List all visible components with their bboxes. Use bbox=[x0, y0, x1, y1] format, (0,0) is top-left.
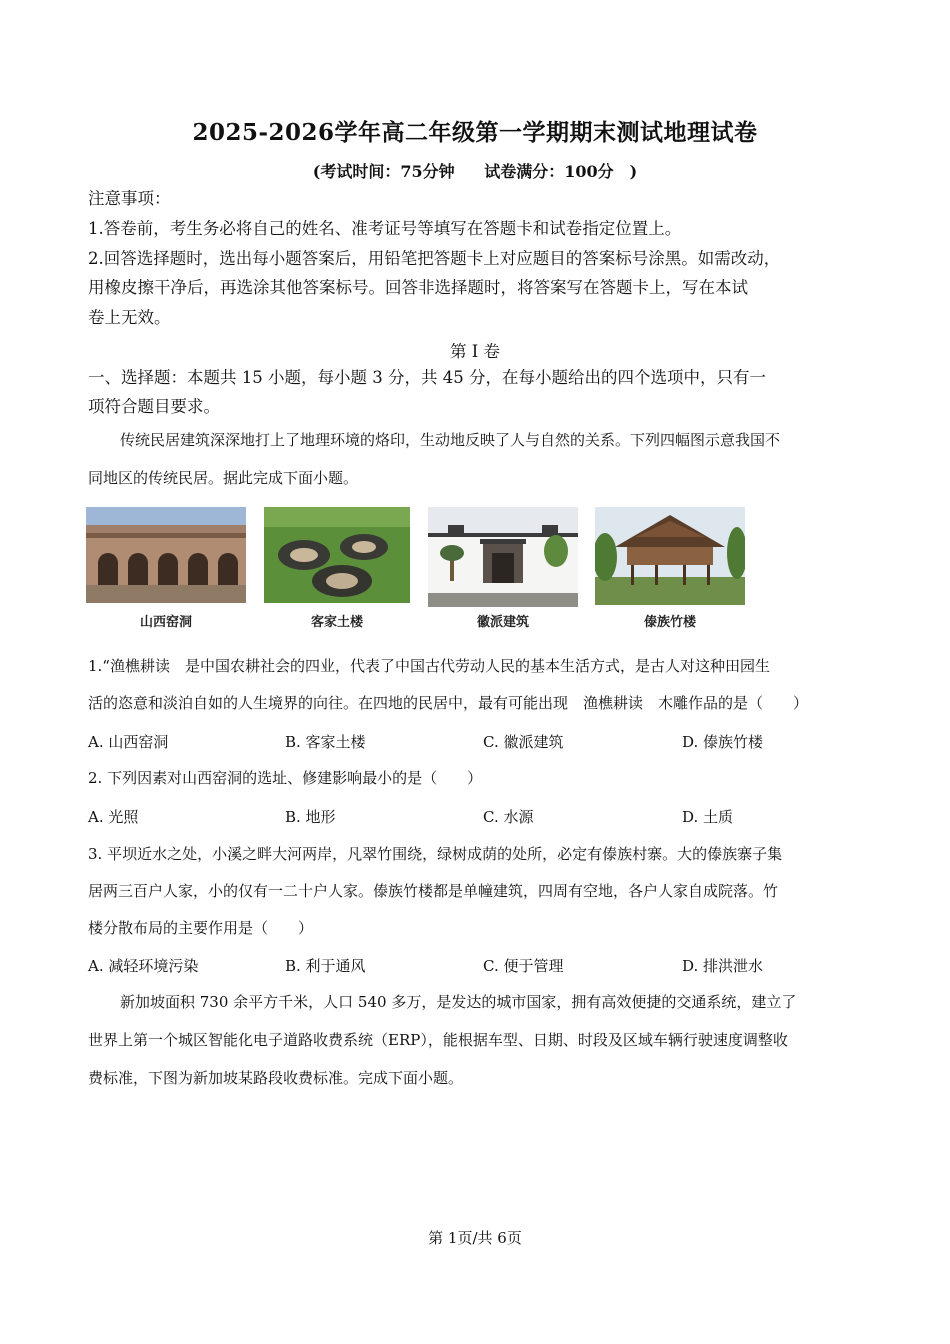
exam-title: 2025-2026学年高二年级第一学期期末测试地理试卷 bbox=[192, 119, 758, 146]
q3-options bbox=[88, 955, 878, 977]
volume-heading: 第 I 卷 bbox=[449, 342, 500, 361]
q3-option-a: A. 减轻环境污染 bbox=[88, 957, 199, 975]
q3-line-1: 3. 平坝近水之处，小溪之畔大河两岸，凡翠竹围绕，绿树成荫的处所，必定有傣族村寨。大的傣族寨子集 bbox=[88, 845, 783, 863]
q1-option-c: C. 徽派建筑 bbox=[483, 733, 564, 751]
q2-option-b: B. 地形 bbox=[285, 808, 336, 826]
exam-time: (考试时间：75分钟 bbox=[312, 162, 455, 181]
dai-bamboo-house-photo bbox=[595, 507, 745, 605]
q1-option-d: D. 傣族竹楼 bbox=[682, 733, 764, 751]
photo-caption-tulou: 客家土楼 bbox=[310, 615, 363, 630]
exam-score: 试卷满分：100分 ) bbox=[484, 162, 638, 181]
dwelling-photos bbox=[86, 507, 756, 632]
q2-option-c: C. 水源 bbox=[483, 808, 534, 826]
q3-line-3: 楼分散布局的主要作用是（ ） bbox=[88, 919, 314, 937]
photo-caption-cave: 山西窑洞 bbox=[139, 615, 192, 630]
photo-caption-dai: 傣族竹楼 bbox=[643, 615, 696, 630]
intro2-line-2: 世界上第一个城区智能化电子道路收费系统（ERP），能根据车型、日期、时段及区域车辆行驶速度调整收 bbox=[88, 1031, 788, 1049]
notice-item-1: 1.答卷前，考生务必将自己的姓名、准考证号等填写在答题卡和试卷指定位置上。 bbox=[88, 219, 682, 238]
q1-option-b: B. 客家土楼 bbox=[285, 733, 366, 751]
section-line-2: 项符合题目要求。 bbox=[88, 397, 220, 416]
section-line-1: 一、选择题：本题共 15 小题，每小题 3 分，共 45 分，在每小题给出的四个选项中，只有一 bbox=[88, 368, 766, 387]
intro2-line-1: 新加坡面积 730 余平方千米，人口 540 多万，是发达的城市国家，拥有高效便捷的交通系统，建立了 bbox=[120, 993, 797, 1011]
cave-dwelling-photo bbox=[86, 507, 246, 603]
q2-line-1: 2. 下列因素对山西窑洞的选址、修建影响最小的是（ ） bbox=[88, 769, 483, 787]
q2-options bbox=[88, 806, 878, 828]
notice-item-2-line-2: 用橡皮擦干净后，再选涂其他答案标号。回答非选择题时，将答案写在答题卡上，写在本试 bbox=[88, 278, 748, 297]
q1-option-a: A. 山西窑洞 bbox=[88, 733, 169, 751]
notice-item-2-line-1: 2.回答选择题时，选出每小题答案后，用铅笔把答题卡上对应题目的答案标号涂黑。如需改动， bbox=[88, 249, 781, 268]
q1-line-2: 活的恣意和淡泊自如的人生境界的向往。在四地的民居中，最有可能出现 渔樵耕读 木雕作品的是（ ） bbox=[88, 694, 809, 712]
notice-heading: 注意事项： bbox=[88, 189, 171, 208]
q1-options bbox=[88, 731, 878, 753]
q3-line-2: 居两三百户人家，小的仅有一二十户人家。傣族竹楼都是单幢建筑，四周有空地，各户人家自成院落。竹 bbox=[88, 882, 779, 900]
intro-line-1: 传统民居建筑深深地打上了地理环境的烙印，生动地反映了人与自然的关系。下列四幅图示意我国不 bbox=[120, 431, 781, 449]
q1-line-1: 1.“渔樵耕读 是中国农耕社会的四业，代表了中国古代劳动人民的基本生活方式，是古人对这种田园生 bbox=[88, 657, 770, 675]
exam-subtitle bbox=[0, 159, 950, 182]
q2-option-d: D. 土质 bbox=[682, 808, 734, 826]
huizhou-architecture-photo bbox=[428, 507, 578, 607]
photo-caption-huizhou: 徽派建筑 bbox=[476, 615, 529, 630]
intro2-line-3: 费标准，下图为新加坡某路段收费标准。完成下面小题。 bbox=[88, 1069, 464, 1087]
page-footer: 第 1页/共 6页 bbox=[428, 1229, 522, 1247]
notice-item-2-line-3: 卷上无效。 bbox=[88, 308, 171, 327]
intro-line-2: 同地区的传统民居。据此完成下面小题。 bbox=[88, 469, 359, 487]
q3-option-d: D. 排洪泄水 bbox=[682, 957, 764, 975]
q2-option-a: A. 光照 bbox=[88, 808, 139, 826]
q3-option-b: B. 利于通风 bbox=[285, 957, 366, 975]
tulou-photo bbox=[264, 507, 410, 603]
q3-option-c: C. 便于管理 bbox=[483, 957, 564, 975]
